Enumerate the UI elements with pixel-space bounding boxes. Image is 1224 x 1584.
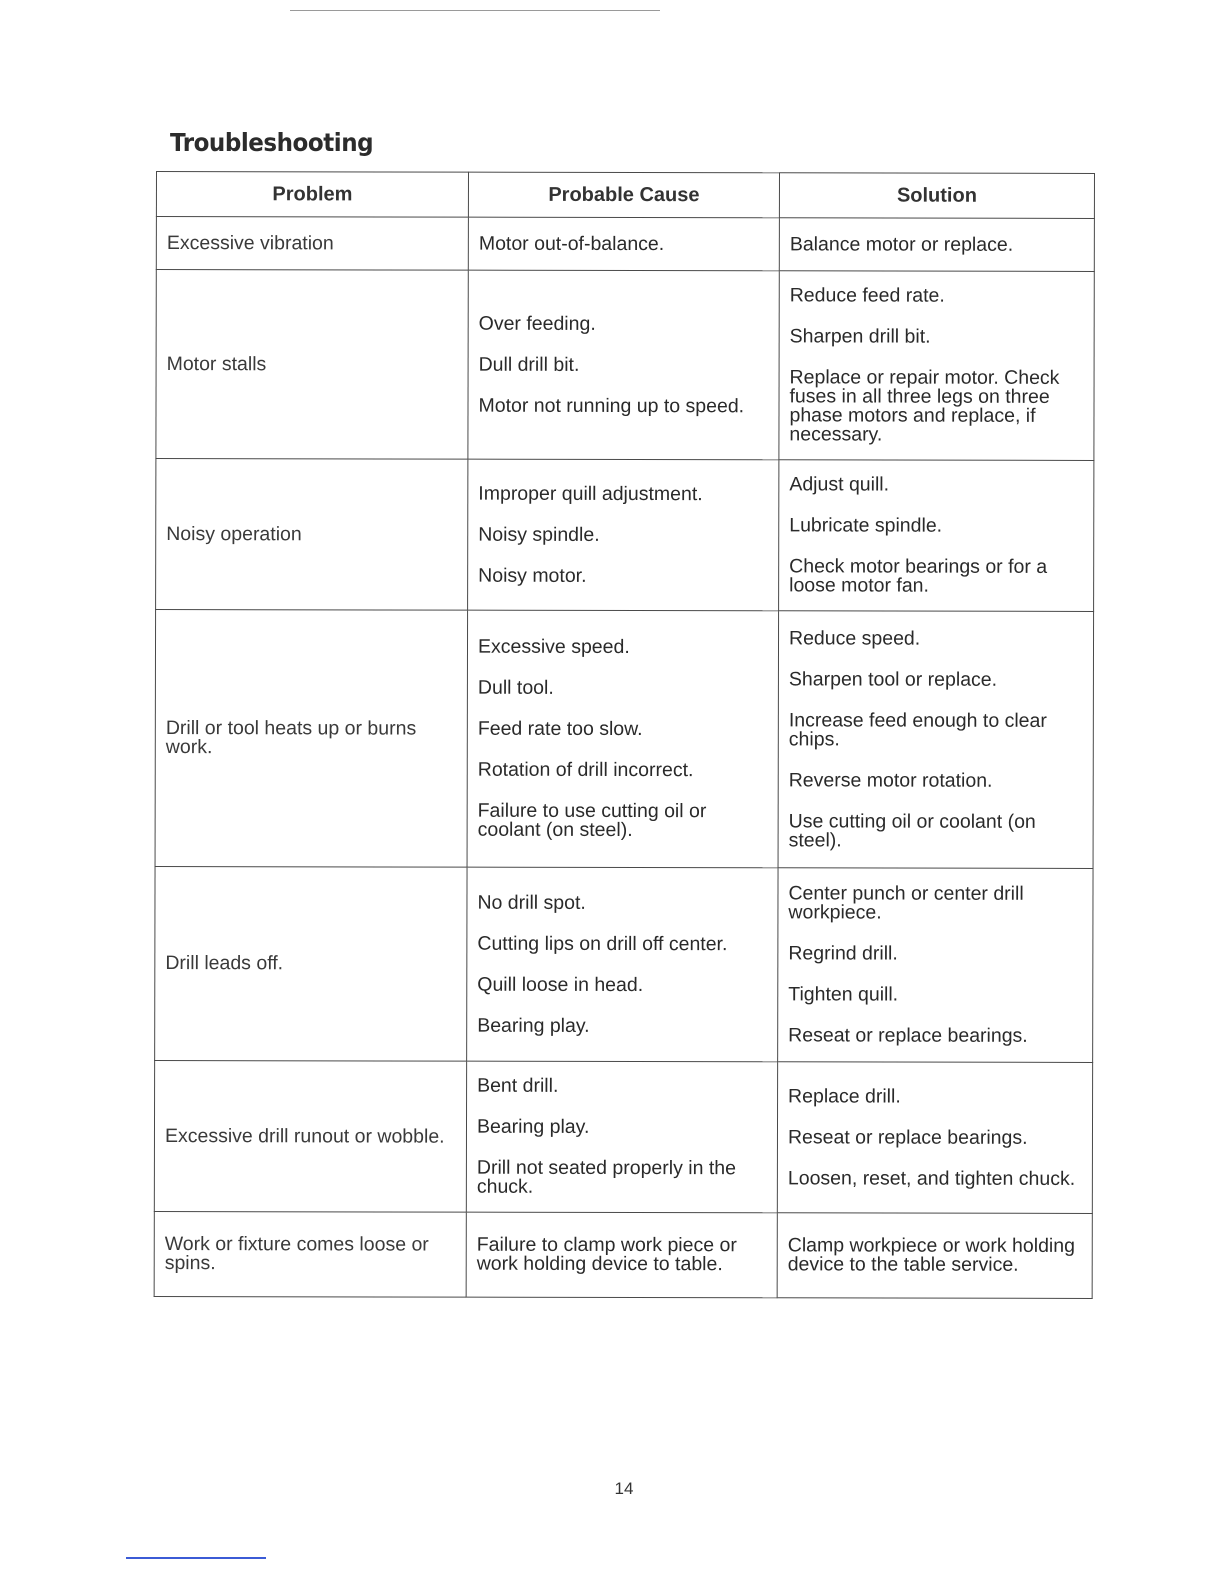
cause-item: Motor out-of-balance. bbox=[478, 232, 665, 255]
cause-item: Drill not seated properly in the chuck. bbox=[476, 1156, 736, 1198]
solution-cell bbox=[779, 460, 1094, 612]
cause-cell bbox=[468, 459, 779, 611]
solution-item: Reseat or replace bearings. bbox=[788, 1024, 1028, 1047]
cause-item: Feed rate too slow. bbox=[477, 717, 643, 741]
cause-item: Failure to clamp work piece or work holding device to table. bbox=[476, 1233, 737, 1276]
solution-item: Regrind drill. bbox=[788, 942, 898, 965]
solution-item: Check motor bearings or for a loose motor fan. bbox=[789, 555, 1048, 597]
solution-item: Reduce speed. bbox=[789, 626, 921, 650]
solution-item: Tighten quill. bbox=[788, 983, 899, 1006]
solution-item: Sharpen tool or replace. bbox=[788, 667, 998, 691]
solution-item: Loosen, reset, and tighten chuck. bbox=[787, 1166, 1076, 1190]
solution-item: Reverse motor rotation. bbox=[788, 768, 993, 792]
problem-cell: Drill or tool heats up or burns work. bbox=[155, 610, 468, 868]
cause-item: Noisy motor. bbox=[478, 564, 587, 587]
table-row bbox=[154, 1211, 1092, 1298]
cause-item: Bearing play. bbox=[477, 1014, 590, 1037]
cause-cell bbox=[468, 217, 779, 271]
cause-item: Bent drill. bbox=[477, 1074, 559, 1097]
solution-item: Sharpen drill bit. bbox=[789, 325, 931, 348]
cause-cell bbox=[467, 610, 779, 868]
scan-artifact-bottom-line bbox=[126, 1557, 266, 1559]
cause-item: Cutting lips on drill off center. bbox=[477, 932, 728, 955]
table-row bbox=[155, 866, 1093, 1062]
table-row bbox=[154, 1060, 1092, 1213]
header-probable-cause: Probable Cause bbox=[468, 172, 779, 218]
cause-item: Excessive speed. bbox=[477, 635, 630, 658]
problem-cell: Noisy operation bbox=[156, 459, 468, 611]
solution-item: Adjust quill. bbox=[789, 473, 890, 496]
page-title: Troubleshooting bbox=[170, 128, 374, 157]
table-row bbox=[156, 459, 1094, 612]
cause-item: Rotation of drill incorrect. bbox=[477, 758, 694, 782]
cause-item: Motor not running up to speed. bbox=[478, 394, 745, 417]
cause-cell bbox=[467, 867, 778, 1062]
solution-item: Replace or repair motor. Check fuses in all three legs on three phase motors and replace, if necessary. bbox=[789, 366, 1060, 446]
page-number: 14 bbox=[614, 1479, 634, 1498]
problem-cell: Excessive drill runout or wobble. bbox=[154, 1060, 466, 1212]
cause-cell bbox=[468, 270, 779, 460]
cause-item: Noisy spindle. bbox=[478, 523, 600, 546]
solution-cell bbox=[777, 1213, 1092, 1299]
cause-item: Over feeding. bbox=[478, 312, 596, 335]
problem-cell: Excessive vibration bbox=[156, 217, 468, 271]
solution-cell bbox=[777, 1062, 1092, 1214]
problem-cell: Work or fixture comes loose or spins. bbox=[154, 1211, 466, 1297]
solution-item: Use cutting oil or coolant (on steel). bbox=[788, 809, 1036, 851]
solution-item: Clamp workpiece or work holding device to the table service. bbox=[787, 1234, 1075, 1276]
solution-item: Replace drill. bbox=[788, 1084, 901, 1108]
cause-item: Dull tool. bbox=[477, 676, 554, 699]
cause-item: Quill loose in head. bbox=[477, 973, 644, 996]
troubleshooting-table bbox=[154, 171, 1095, 1299]
table-row bbox=[156, 270, 1094, 461]
header-solution: Solution bbox=[779, 173, 1094, 219]
cause-item: Bearing play. bbox=[476, 1115, 590, 1138]
cause-item: No drill spot. bbox=[477, 891, 586, 914]
solution-item: Lubricate spindle. bbox=[789, 514, 943, 537]
scan-artifact-top-line bbox=[290, 10, 660, 11]
solution-cell bbox=[779, 271, 1094, 461]
solution-item: Balance motor or replace. bbox=[789, 232, 1014, 256]
solution-item: Increase feed enough to clear chips. bbox=[788, 708, 1047, 750]
header-problem: Problem bbox=[156, 172, 468, 218]
table-row bbox=[156, 217, 1094, 272]
cause-cell bbox=[466, 1061, 777, 1213]
cause-item: Improper quill adjustment. bbox=[478, 482, 703, 505]
problem-cell: Motor stalls bbox=[156, 270, 468, 460]
problem-cell: Drill leads off. bbox=[155, 866, 467, 1061]
cause-cell bbox=[466, 1212, 777, 1298]
table-header-row bbox=[156, 172, 1094, 219]
table-row bbox=[155, 610, 1094, 869]
solution-cell bbox=[779, 218, 1094, 272]
solution-cell bbox=[778, 611, 1094, 869]
solution-item: Center punch or center drill workpiece. bbox=[788, 882, 1024, 924]
solution-item: Reduce feed rate. bbox=[789, 284, 945, 307]
cause-item: Failure to use cutting oil or coolant (on steel). bbox=[477, 799, 707, 841]
solution-item: Reseat or replace bearings. bbox=[787, 1125, 1028, 1149]
cause-item: Dull drill bit. bbox=[478, 353, 580, 376]
solution-cell bbox=[778, 868, 1093, 1063]
